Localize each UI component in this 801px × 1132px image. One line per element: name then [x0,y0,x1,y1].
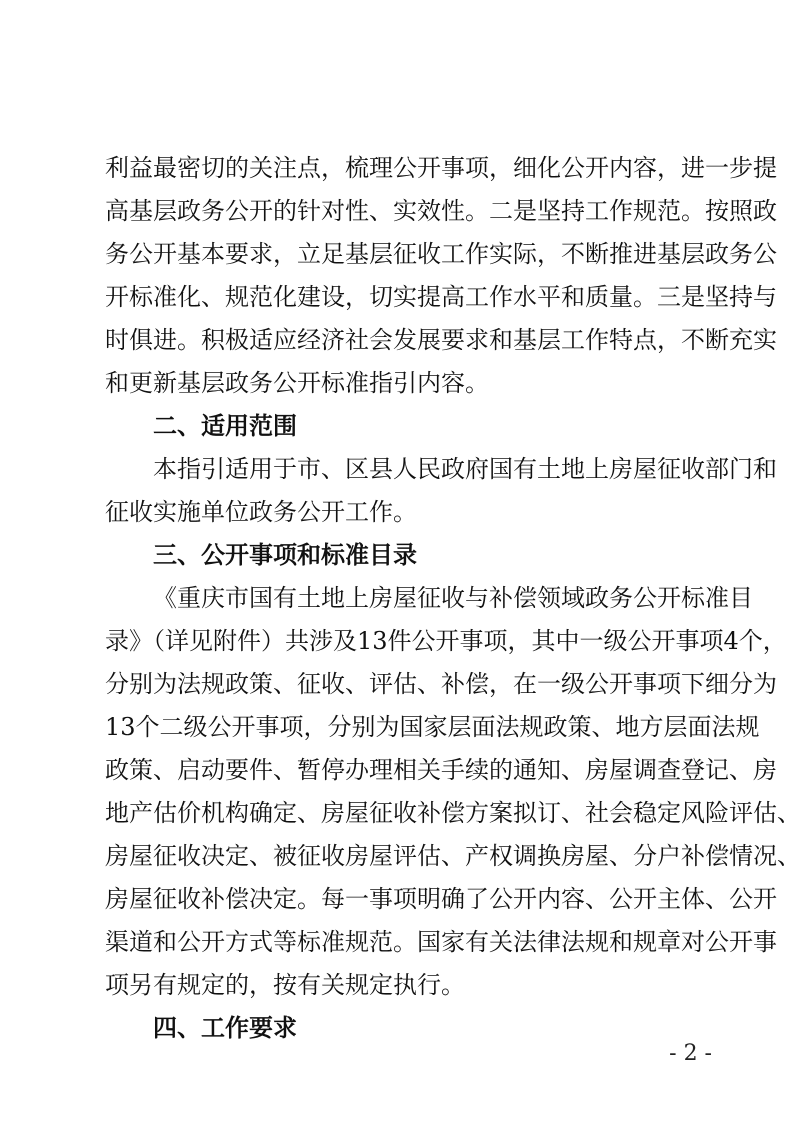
paragraph-line: 13个二级公开事项，分别为国家层面法规政策、地方层面法规 [105,713,760,741]
paragraph-line: 渠道和公开方式等标准规范。国家有关法律法规和规章对公开事 [105,928,777,956]
paragraph-line: 利益最密切的关注点，梳理公开事项，细化公开内容，进一步提 [105,154,777,182]
paragraph-line: 房屋征收决定、被征收房屋评估、产权调换房屋、分户补偿情况、 [105,842,801,870]
paragraph-line: 开标准化、规范化建设，切实提高工作水平和质量。三是坚持与 [105,283,777,311]
section-heading: 四、工作要求 [153,1014,297,1042]
paragraph-line: 政策、启动要件、暂停办理相关手续的通知、房屋调查登记、房 [105,756,777,784]
section-heading: 三、公开事项和标准目录 [153,541,417,569]
paragraph-line: 和更新基层政务公开标准指引内容。 [105,369,489,397]
paragraph-line: 录》（详见附件）共涉及13件公开事项，其中一级公开事项4个， [105,627,787,655]
paragraph-line: 征收实施单位政务公开工作。 [105,498,417,526]
paragraph-line: 分别为法规政策、征收、评估、补偿，在一级公开事项下细分为 [105,670,777,698]
paragraph-line: 《重庆市国有土地上房屋征收与补偿领域政务公开标准目 [153,584,753,612]
paragraph-line: 本指引适用于市、区县人民政府国有土地上房屋征收部门和 [153,455,777,483]
paragraph-line: 务公开基本要求，立足基层征收工作实际，不断推进基层政务公 [105,240,777,268]
section-heading: 二、适用范围 [153,412,297,440]
page-number: - 2 - [669,1041,712,1066]
paragraph-line: 时俱进。积极适应经济社会发展要求和基层工作特点，不断充实 [105,326,777,354]
paragraph-line: 地产估价机构确定、房屋征收补偿方案拟订、社会稳定风险评估、 [105,799,801,827]
paragraph-line: 房屋征收补偿决定。每一事项明确了公开内容、公开主体、公开 [105,885,777,913]
paragraph-line: 高基层政务公开的针对性、实效性。二是坚持工作规范。按照政 [105,197,777,225]
paragraph-line: 项另有规定的，按有关规定执行。 [105,971,465,999]
